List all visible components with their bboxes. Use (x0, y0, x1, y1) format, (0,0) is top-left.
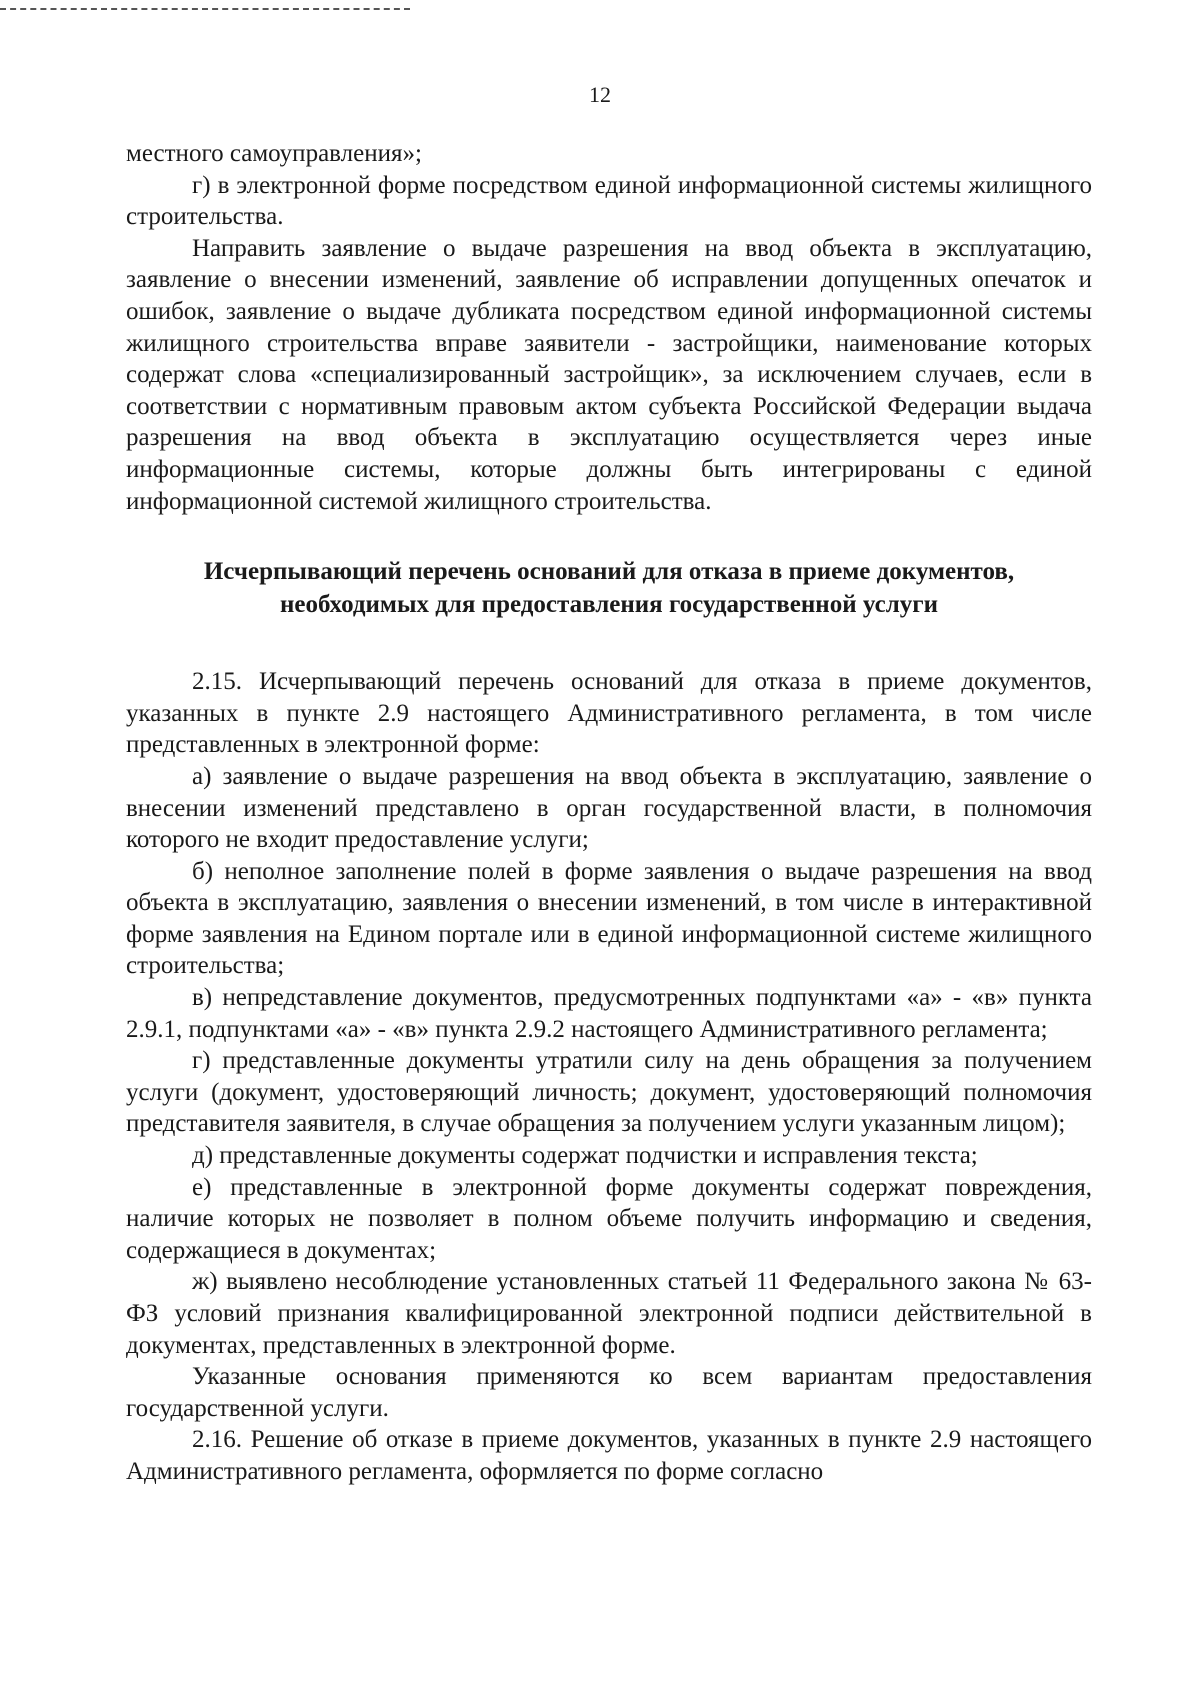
paragraph: 2.15. Исчерпывающий перечень оснований для отказа в приеме документов, указанных в пункте 2.9 настоящего Административного регламента, в том числе представленных в электронной форме: (126, 668, 1092, 759)
section-heading-line: Исчерпывающий перечень оснований для отказа в приеме документов, (203, 558, 1015, 586)
section-heading-line: необходимых для предоставления государственной услуги (280, 591, 938, 619)
paragraph: б) неполное заполнение полей в форме заявления о выдаче разрешения на ввод объекта в эксплуатацию, заявления о внесении изменений, в том числе в интерактивной форме заявления на Едином портале или в единой информационной системе жилищного строительства; (126, 857, 1092, 980)
scan-artifact-line (0, 8, 410, 10)
paragraph: местного самоуправления»; (126, 140, 422, 167)
paragraph: д) представленные документы содержат подчистки и исправления текста; (192, 1142, 978, 1170)
section-heading (126, 555, 1092, 621)
paragraph: Указанные основания применяются ко всем вариантам предоставления государственной услуги. (126, 1363, 1092, 1422)
paragraph: Направить заявление о выдаче разрешения на ввод объекта в эксплуатацию, заявление о внесении изменений, заявление об исправлении допущенных опечаток и ошибок, заявление о выдаче дубликата посредством единой информационной системы жилищного строительства вправе заявители - застройщики, наименование которых содержат слова «специализированный застройщик», за исключением случаев, если в соответствии с нормативным правовым актом субъекта Российской Федерации выдача разрешения на ввод объекта в эксплуатацию осуществляется через иные информационные системы, которые должны быть интегрированы с единой информационной системой жилищного строительства. (126, 234, 1092, 515)
document-body (126, 138, 1092, 1488)
paragraph: е) представленные в электронной форме документы содержат повреждения, наличие которых не позволяет в полном объеме получить информацию и сведения, содержащиеся в документах; (126, 1173, 1092, 1264)
page-number: 12 (589, 82, 611, 107)
paragraph: 2.16. Решение об отказе в приеме документов, указанных в пункте 2.9 настоящего Административного регламента, оформляется по форме согласно (126, 1426, 1092, 1485)
paragraph: ж) выявлено несоблюдение установленных статьей 11 Федерального закона № 63-ФЗ условий признания квалифицированной электронной подписи действительной в документах, представленных в электронной форме. (126, 1268, 1092, 1359)
paragraph: в) непредставление документов, предусмотренных подпунктами «а» - «в» пункта 2.9.1, подпунктами «а» - «в» пункта 2.9.2 настоящего Административного регламента; (126, 984, 1092, 1043)
paragraph: г) в электронной форме посредством единой информационной системы жилищного строительства. (126, 171, 1092, 231)
paragraph: г) представленные документы утратили силу на день обращения за получением услуги (документ, удостоверяющий личность; документ, удостоверяющий полномочия представителя заявителя, в случае обращения за получением услуги указанным лицом); (126, 1047, 1092, 1138)
paragraph: а) заявление о выдаче разрешения на ввод объекта в эксплуатацию, заявление о внесении изменений представлено в орган государственной власти, в полномочия которого не входит предоставление услуги; (126, 762, 1092, 854)
